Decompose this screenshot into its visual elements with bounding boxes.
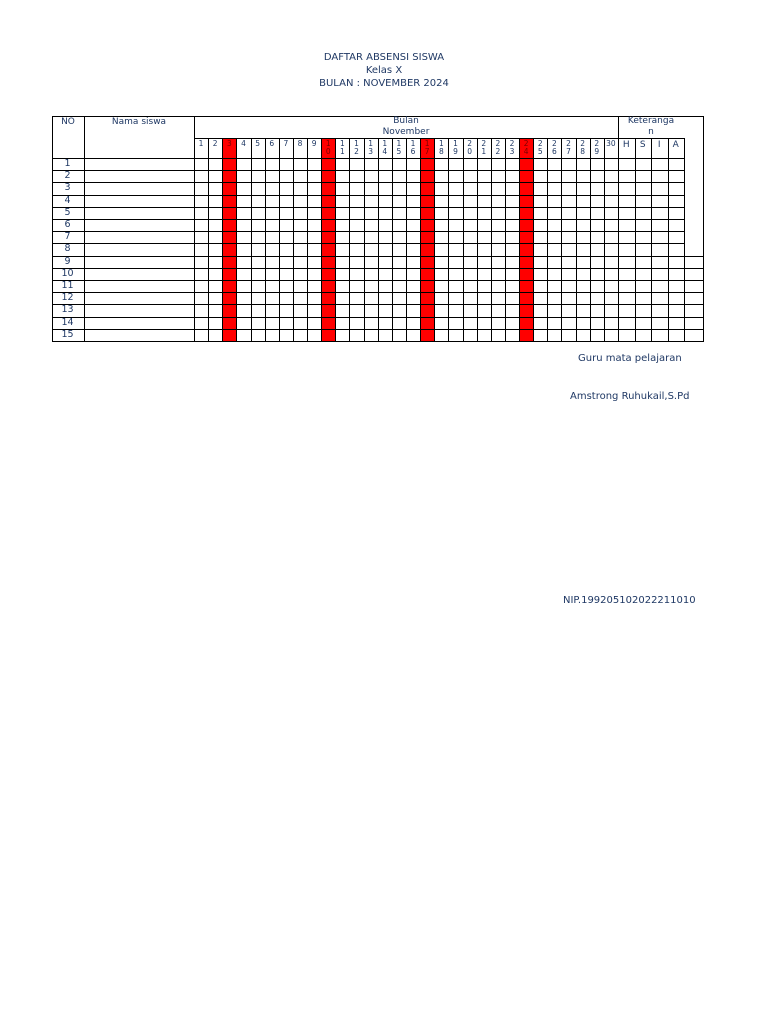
day-label-5: 5	[255, 139, 260, 148]
row-number-6: 6	[64, 219, 71, 230]
day-label-11: 1 1	[340, 139, 345, 156]
day-label-26: 2 6	[552, 139, 557, 156]
row-number-5: 5	[64, 206, 71, 218]
day-label-2: 2	[212, 139, 218, 148]
header-month-label: Bulan	[393, 116, 419, 126]
day-label-30: 30	[606, 139, 616, 148]
day-label-18: 1 8	[438, 139, 444, 156]
holiday-column-17	[420, 138, 434, 341]
day-label-4: 4	[241, 139, 246, 148]
row-number-12: 12	[61, 292, 74, 304]
day-label-25: 2 5	[537, 139, 543, 156]
row-number-11: 11	[61, 280, 74, 291]
row-number-7: 7	[64, 231, 71, 243]
day-label-15: 1 5	[396, 139, 402, 156]
day-label-27: 2 7	[566, 139, 571, 156]
day-label-22: 2 2	[495, 139, 501, 156]
day-label-17: 1 7	[424, 139, 430, 156]
signature-name: Amstrong Ruhukail,S.Pd	[570, 391, 690, 402]
status-code-i: I	[657, 140, 661, 150]
status-code-h: H	[622, 140, 630, 150]
row-number-15: 15	[61, 328, 74, 340]
header-month-name: November	[382, 127, 430, 137]
day-label-28: 2 8	[580, 139, 586, 156]
day-label-10: 1 0	[325, 139, 331, 156]
row-number-1: 1	[64, 158, 71, 169]
row-number-14: 14	[61, 316, 74, 328]
day-label-21: 2 1	[481, 139, 487, 156]
status-code-a: A	[672, 140, 679, 150]
row-number-4: 4	[64, 194, 71, 206]
day-label-23: 2 3	[509, 139, 515, 156]
holiday-column-10	[321, 138, 335, 341]
day-label-12: 1 2	[354, 139, 359, 156]
day-label-1: 1	[198, 139, 204, 148]
row-number-3: 3	[64, 182, 71, 194]
signature-nip: NIP.199205102022211010	[563, 595, 696, 606]
day-label-8: 8	[297, 139, 303, 148]
day-label-20: 2 0	[467, 139, 472, 156]
row-number-10: 10	[61, 267, 74, 279]
day-label-29: 2 9	[594, 139, 600, 156]
header-notes-line2: n	[648, 127, 654, 137]
day-label-16: 1 6	[410, 139, 416, 156]
row-number-2: 2	[64, 170, 71, 182]
day-label-6: 6	[269, 139, 275, 148]
day-label-9: 9	[311, 139, 317, 148]
holiday-column-24	[519, 138, 533, 341]
day-label-24: 2 4	[523, 139, 529, 156]
attendance-table	[52, 116, 704, 342]
holiday-column-3	[222, 138, 236, 341]
month-label: BULAN : NOVEMBER 2024	[319, 78, 449, 89]
header-no: NO	[61, 117, 75, 127]
day-label-7: 7	[283, 139, 289, 148]
header-notes-line1: Keteranga	[627, 116, 675, 126]
day-label-3: 3	[226, 139, 232, 148]
signature-role: Guru mata pelajaran	[578, 353, 682, 364]
row-number-13: 13	[61, 304, 74, 316]
day-label-13: 1 3	[368, 139, 374, 156]
day-label-14: 1 4	[382, 139, 388, 156]
row-number-8: 8	[64, 243, 71, 255]
row-number-9: 9	[64, 255, 71, 267]
status-code-s: S	[639, 140, 646, 150]
header-student-name: Nama siswa	[111, 117, 167, 127]
class-label: Kelas X	[365, 65, 403, 76]
day-label-19: 1 9	[453, 139, 458, 156]
document-title: DAFTAR ABSENSI SISWA	[323, 52, 445, 63]
